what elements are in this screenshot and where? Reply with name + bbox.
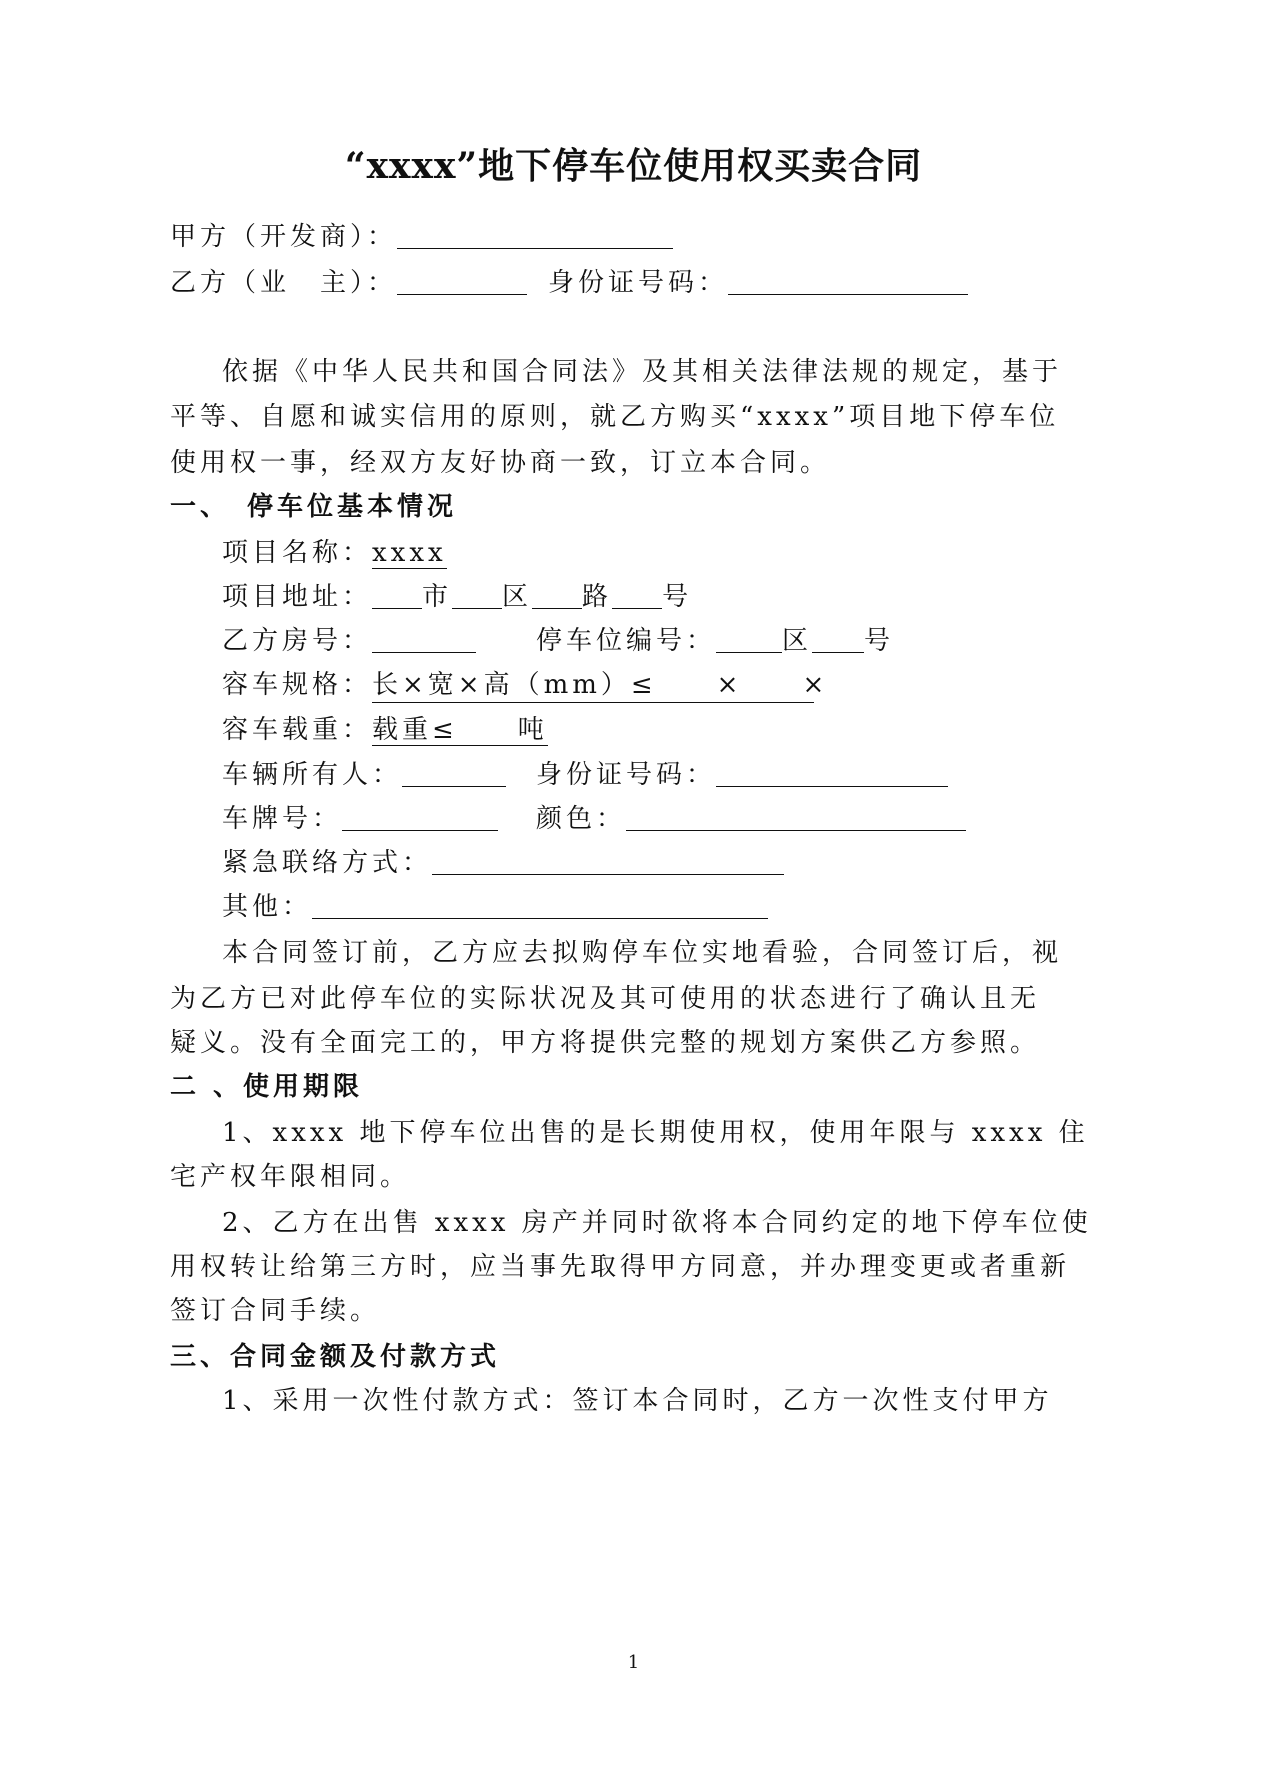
party-a-row xyxy=(170,220,673,254)
project-name-value: xxxx xyxy=(372,538,447,568)
room-label: 乙方房号： xyxy=(222,626,373,656)
address-district-blank[interactable] xyxy=(452,582,502,609)
party-b-label: 乙方（业 主）： xyxy=(170,268,398,298)
owner-row xyxy=(222,758,506,792)
owner-blank[interactable] xyxy=(402,760,506,787)
owner-id-label: 身份证号码： xyxy=(536,760,717,790)
room-row xyxy=(222,624,476,658)
section-1-heading: 一、 停车位基本情况 xyxy=(170,492,458,522)
space-zone-label: 区 xyxy=(782,626,813,656)
color-label: 颜色： xyxy=(536,804,627,834)
room-blank[interactable] xyxy=(372,626,476,653)
party-b-row xyxy=(170,266,527,300)
party-a-label: 甲方（开发商）： xyxy=(170,222,398,252)
address-road-blank[interactable] xyxy=(532,582,582,609)
plate-blank[interactable] xyxy=(342,804,498,831)
preamble-line-2: 平等、自愿和诚实信用的原则，就乙方购买“xxxx”项目地下停车位 xyxy=(170,402,1060,432)
preamble-line-1: 依据《中华人民共和国合同法》及其相关法律法规的规定，基于 xyxy=(222,357,1063,387)
spec-label: 容车规格： xyxy=(222,670,373,700)
address-city-blank[interactable] xyxy=(372,582,422,609)
owner-id-row xyxy=(536,758,948,792)
project-name-label: 项目名称： xyxy=(222,538,373,568)
address-no-blank[interactable] xyxy=(612,582,662,609)
page-number: 1 xyxy=(627,1652,640,1673)
emergency-row xyxy=(222,846,784,880)
contract-title: “xxxx”地下停车位使用权买卖合同 xyxy=(344,145,923,187)
section-1-para-line-2: 为乙方已对此停车位的实际状况及其可使用的状态进行了确认且无 xyxy=(170,984,1041,1014)
party-b-id-label: 身份证号码： xyxy=(548,268,729,298)
address-district-label: 区 xyxy=(502,582,533,612)
address-city-label: 市 xyxy=(422,582,453,612)
emergency-blank[interactable] xyxy=(432,848,784,875)
project-address-row xyxy=(222,580,692,614)
section-2-line-2: 宅产权年限相同。 xyxy=(170,1162,411,1192)
other-label: 其他： xyxy=(222,892,313,922)
load-value: 载重≤ 吨 xyxy=(372,715,548,745)
party-a-blank[interactable] xyxy=(397,222,673,249)
spec-value: 长×宽×高（mm）≤ × × xyxy=(372,668,814,703)
section-1-para-line-1: 本合同签订前，乙方应去拟购停车位实地看验，合同签订后，视 xyxy=(222,938,1063,968)
space-zone-blank[interactable] xyxy=(716,626,782,653)
section-3-heading: 三、合同金额及付款方式 xyxy=(170,1342,501,1372)
section-2-line-5: 签订合同手续。 xyxy=(170,1296,381,1326)
load-label: 容车载重： xyxy=(222,715,373,745)
section-1-para-line-3: 疑义。没有全面完工的，甲方将提供完整的规划方案供乙方参照。 xyxy=(170,1028,1041,1058)
owner-label: 车辆所有人： xyxy=(222,760,403,790)
plate-row xyxy=(222,802,498,836)
preamble-line-3: 使用权一事，经双方友好协商一致，订立本合同。 xyxy=(170,448,831,478)
party-b-id-blank[interactable] xyxy=(728,268,968,295)
project-name-row xyxy=(222,536,447,570)
section-3-line-1: 1、采用一次性付款方式：签订本合同时，乙方一次性支付甲方 xyxy=(222,1386,1053,1416)
section-2-line-1: 1、xxxx 地下停车位出售的是长期使用权，使用年限与 xxxx 住 xyxy=(222,1118,1089,1148)
section-2-heading: 二 、使用期限 xyxy=(170,1072,364,1102)
owner-id-blank[interactable] xyxy=(716,760,948,787)
section-2-line-3: 2、乙方在出售 xxxx 房产并同时欲将本合同约定的地下停车位使 xyxy=(222,1208,1092,1238)
color-row xyxy=(536,802,966,836)
address-no-label: 号 xyxy=(662,582,693,612)
other-row xyxy=(222,890,768,924)
load-row xyxy=(222,713,548,747)
color-blank[interactable] xyxy=(626,804,966,831)
party-b-id-row xyxy=(548,266,968,300)
space-no-blank[interactable] xyxy=(812,626,864,653)
space-no-row xyxy=(536,624,894,658)
address-road-label: 路 xyxy=(582,582,613,612)
section-2-line-4: 用权转让给第三方时，应当事先取得甲方同意，并办理变更或者重新 xyxy=(170,1252,1071,1282)
space-no-suffix: 号 xyxy=(864,626,895,656)
party-b-blank[interactable] xyxy=(397,268,527,295)
other-blank[interactable] xyxy=(312,892,768,919)
plate-label: 车牌号： xyxy=(222,804,343,834)
emergency-label: 紧急联络方式： xyxy=(222,848,433,878)
space-no-label: 停车位编号： xyxy=(536,626,717,656)
address-label: 项目地址： xyxy=(222,582,373,612)
spec-row xyxy=(222,668,829,703)
